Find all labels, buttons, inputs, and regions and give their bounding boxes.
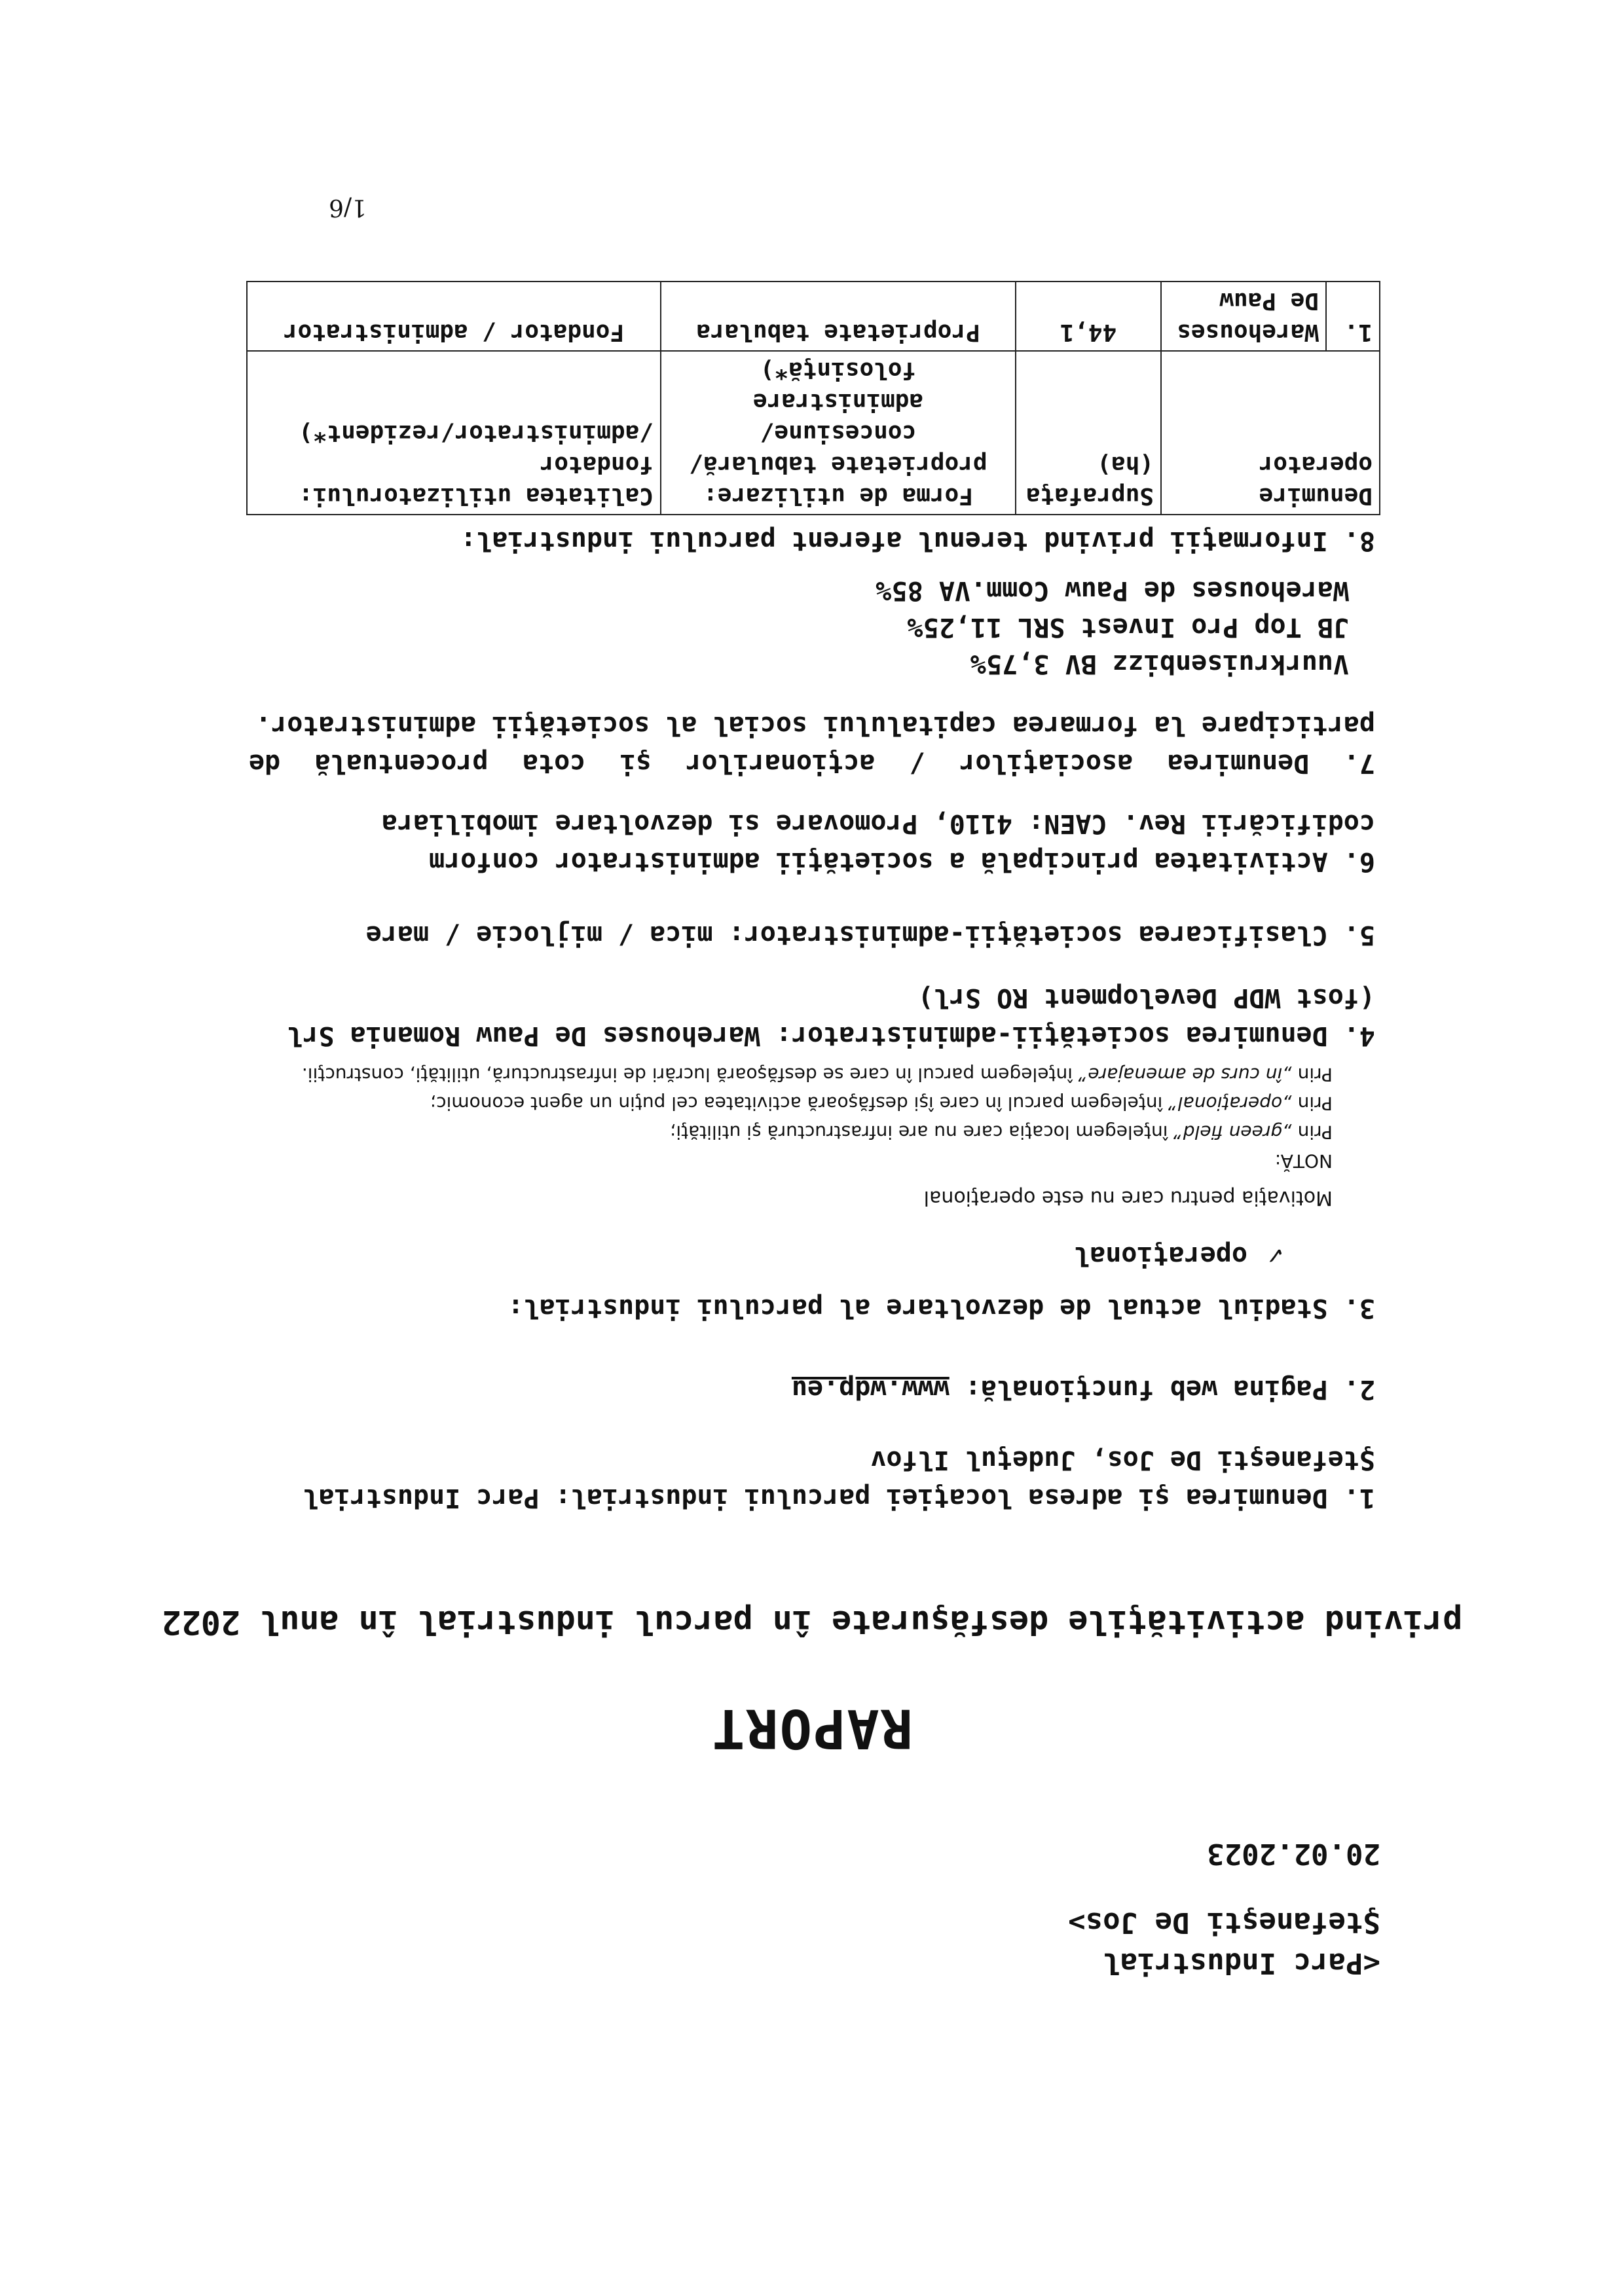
section-3 [249,1289,1375,1327]
shareholder-item: Vuurkruisenbizz BV 3,75% [970,649,1349,679]
section-7-number: 7. [1343,748,1375,778]
section-6-text: Activitatea principală a societăţii administrator conform codificării Rev. CAEN: 4110, Promovare si dezvoltare imobiliara [381,809,1375,877]
shareholder-item: Warehouses de Pauw Comm.VA 85% [876,575,1349,606]
section-4-number: 4. [1343,1021,1375,1051]
park-name-header [1040,1902,1380,1983]
section-8 [249,522,1375,560]
column-header-usage: Forma de utilizare: proprietate tabulară/ concesiune/ administrare folosinţă*) [661,351,1016,515]
section-7-text: Denumirea asociaţilor / acţionarilor şi cota procentuală de participare la formarea capitalului social al societăţii administrator. [249,710,1375,778]
nota-block [206,1060,1333,1175]
page-number: 1/6 [329,194,367,221]
section-2-label: Pagina web funcţională: [965,1374,1328,1404]
column-header-operator: Denumire operator [1161,351,1380,515]
section-8-text: Informaţii privind terenul aferent parcului industrial: [460,526,1328,556]
section-6 [249,805,1375,881]
table-row [247,282,1380,351]
park-name-line1: <Parc Industrial [1103,1946,1380,1980]
section-1 [249,1441,1375,1517]
cell-quality: Fondator / administrator [247,282,661,351]
report-subtitle: privind activităţile desfăşurate în parcul industrial în anul 2022 [161,1603,1463,1641]
status-option-operational: operaţional [1074,1241,1247,1271]
section-1-text: Denumirea şi adresa locaţiei parcului industrial: Parc Industrial Ştefaneşti De Jos, Judeţul Ilfov [303,1445,1375,1513]
cell-area: 44,1 [1016,282,1161,351]
land-info-table [246,281,1380,515]
section-3-text: Stadiul actual de dezvoltare al parcului industrial: [507,1293,1328,1323]
table-header-row [247,351,1380,515]
section-4-text: Denumirea societăţii-administrator: Warehouses De Pauw Romania Srl (fost WDP Development RO Srl) [287,983,1375,1051]
section-5 [249,916,1375,954]
nota-line-in-progress: Prin „în curs de amenajare” înţelegem parcul în care se desfăşoară lucrări de infrastructură, utilităţi, construcţii. [301,1064,1333,1085]
section-5-number: 5. [1343,920,1375,950]
nota-label: NOTĂ: [1274,1150,1333,1172]
section-2-number: 2. [1343,1374,1375,1404]
motivation-text: Motivaţia pentru care nu este operaţional [923,1186,1333,1209]
section-5-text: Clasificarea societăţii-administrator: mica / mijlocie / mare [365,920,1328,950]
section-6-number: 6. [1343,847,1375,877]
section-8-number: 8. [1343,526,1375,556]
section-4 [249,979,1375,1055]
column-header-area: Suprafaţa (ha) [1016,351,1161,515]
park-name-line2: Ştefaneşti De Jos> [1068,1906,1380,1939]
cell-usage: Proprietate tabulara [661,282,1016,351]
nota-line-operational: Prin „operaţional” înţelegem parcul în care îşi desfăşoară activitatea cel puţin un agent economic; [430,1093,1333,1114]
section-1-number: 1. [1343,1483,1375,1513]
cell-operator: Warehouses De Pauw [1161,282,1326,351]
section-3-number: 3. [1343,1293,1375,1323]
nota-line-green-field: Prin „green field” înţelegem locaţia care nu are infrastructură şi utilităţi; [669,1121,1333,1143]
cell-index: 1. [1326,282,1380,351]
shareholder-item: JB Top Pro Invest SRL 11,25% [907,612,1349,642]
website-link[interactable]: www.wdp.eu [791,1374,950,1404]
report-title: RAPORT [710,1697,913,1759]
section-2 [249,1370,1375,1408]
check-mark-icon: ✓ [1267,1241,1283,1271]
column-header-quality: Calitatea utilizatorului: fondator /administrator/rezident*) [247,351,661,515]
section-7 [249,706,1375,782]
report-date: 20.02.2023 [1207,1837,1380,1870]
